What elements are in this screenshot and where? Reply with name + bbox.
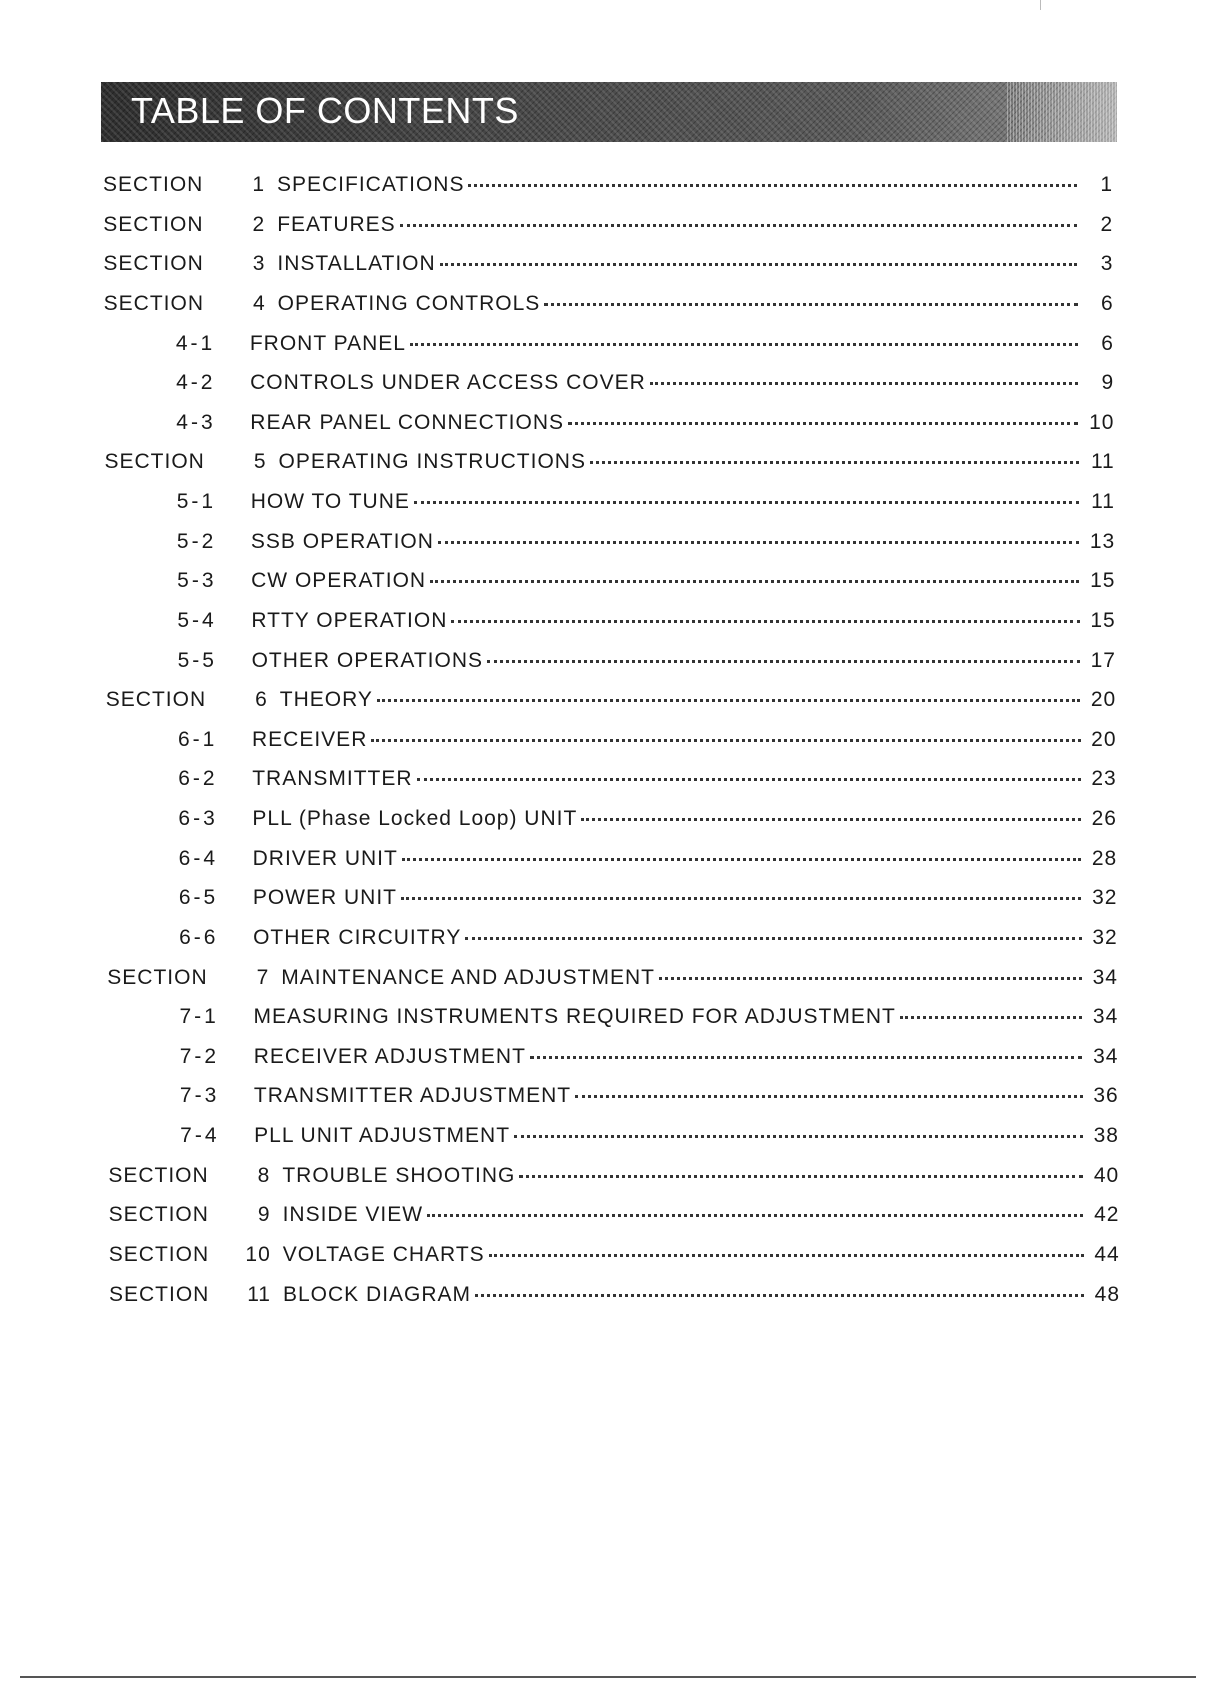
section-number: 1 <box>252 173 265 196</box>
dot-leader <box>475 1294 1084 1297</box>
entry-title: MAINTENANCE AND ADJUSTMENT <box>281 965 655 989</box>
section-label: SECTION <box>103 212 204 236</box>
subsection-number: 7-4 <box>180 1124 220 1148</box>
subsection-number: 6-1 <box>178 727 218 751</box>
entry-title: TRANSMITTER ADJUSTMENT <box>253 1084 572 1108</box>
page-number: 10 <box>1089 410 1115 434</box>
entry-title: FRONT PANEL <box>249 331 406 355</box>
section-label: SECTION <box>107 965 208 989</box>
page-number: 48 <box>1094 1282 1120 1306</box>
page-number: 36 <box>1093 1084 1119 1108</box>
toc-subsection-row <box>108 1005 1119 1033</box>
entry-title: HOW TO TUNE <box>250 490 410 514</box>
toc-subsection-row <box>106 767 1117 795</box>
page-number: 3 <box>1100 252 1114 276</box>
subsection-number: 7-3 <box>179 1084 220 1108</box>
dot-leader <box>430 580 1079 583</box>
entry-title: CONTROLS UNDER ACCESS COVER <box>250 371 646 395</box>
section-number: 10 <box>245 1242 271 1266</box>
toc-subsection-row <box>105 569 1115 597</box>
toc-section-row <box>103 252 1113 280</box>
section-label: SECTION <box>103 252 204 276</box>
toc-section-row <box>105 450 1115 478</box>
subsection-number: 7-1 <box>179 1005 219 1029</box>
section-number: 3 <box>252 252 266 276</box>
toc-subsection-row <box>107 926 1118 954</box>
entry-title: SPECIFICATIONS <box>277 173 465 196</box>
page-number: 11 <box>1090 450 1115 474</box>
section-label: SECTION <box>108 1163 209 1187</box>
page-number: 32 <box>1092 925 1118 949</box>
section-number: 7 <box>256 965 270 989</box>
page-number: 2 <box>1100 212 1114 236</box>
subsection-number: 5-1 <box>176 490 217 514</box>
toc-subsection-row <box>104 332 1114 360</box>
entry-title: FEATURES <box>277 212 396 236</box>
page-number: 44 <box>1094 1242 1120 1266</box>
dot-leader <box>401 897 1081 900</box>
dot-leader <box>377 699 1080 702</box>
dot-leader <box>519 1175 1083 1178</box>
section-number: 8 <box>257 1163 271 1187</box>
entry-title: OTHER CIRCUITRY <box>253 925 462 949</box>
subsection-number: 4-3 <box>176 410 216 434</box>
toc-section-row <box>108 1164 1119 1192</box>
section-number: 11 <box>247 1282 271 1306</box>
toc-subsection-row <box>108 1124 1119 1152</box>
dot-leader <box>590 461 1079 464</box>
subsection-number: 4-1 <box>175 331 216 355</box>
section-label: SECTION <box>103 291 204 315</box>
page-number: 13 <box>1089 529 1116 553</box>
entry-title: OTHER OPERATIONS <box>251 648 484 672</box>
entry-title: BLOCK DIAGRAM <box>283 1282 472 1306</box>
toc-subsection-row <box>104 371 1114 399</box>
dot-leader <box>414 501 1079 504</box>
toc-section-row <box>109 1243 1120 1271</box>
entry-title: TROUBLE SHOOTING <box>282 1163 516 1187</box>
page-number: 23 <box>1091 767 1117 791</box>
entry-title: INSTALLATION <box>277 252 436 276</box>
toc-section-row <box>103 173 1113 201</box>
entry-title: SSB OPERATION <box>250 529 434 553</box>
page-number: 6 <box>1101 291 1114 315</box>
dot-leader <box>544 303 1077 306</box>
toc-subsection-row <box>106 728 1117 756</box>
page-number: 34 <box>1093 1044 1119 1068</box>
page-number: 6 <box>1101 331 1114 355</box>
page-number: 40 <box>1093 1163 1120 1187</box>
entry-title: PLL UNIT ADJUSTMENT <box>254 1124 511 1148</box>
dot-leader <box>465 937 1081 940</box>
dot-leader <box>650 382 1078 385</box>
toc-section-row <box>103 213 1113 241</box>
dot-leader <box>575 1095 1083 1098</box>
entry-title: CW OPERATION <box>251 569 427 593</box>
subsection-number: 5-4 <box>177 608 217 632</box>
entry-title: THEORY <box>279 688 373 712</box>
toc-section-row <box>107 966 1118 994</box>
section-label: SECTION <box>105 688 207 712</box>
subsection-number: 6-4 <box>178 846 218 870</box>
toc-subsection-row <box>107 886 1118 914</box>
entry-title: RTTY OPERATION <box>251 608 448 632</box>
subsection-number: 5-3 <box>177 569 217 593</box>
dot-leader <box>451 620 1079 623</box>
section-label: SECTION <box>108 1242 210 1266</box>
entry-title: OPERATING CONTROLS <box>277 291 541 315</box>
page-number: 20 <box>1091 727 1117 751</box>
section-label: SECTION <box>104 450 205 474</box>
dot-leader <box>568 422 1078 425</box>
dot-leader <box>438 541 1079 544</box>
page-number: 11 <box>1091 490 1115 514</box>
toc-subsection-row <box>105 530 1115 558</box>
entry-title: POWER UNIT <box>252 886 398 910</box>
entry-title: TRANSMITTER <box>252 767 413 791</box>
toc-section-row <box>109 1203 1120 1231</box>
section-label: SECTION <box>103 173 204 196</box>
dot-leader <box>371 739 1080 742</box>
subsection-number: 6-6 <box>179 925 219 949</box>
entry-title: MEASURING INSTRUMENTS REQUIRED FOR ADJUSTMENT <box>253 1005 896 1029</box>
section-number: 4 <box>252 291 266 315</box>
subsection-number: 5-5 <box>177 648 217 672</box>
page-number: 28 <box>1091 846 1118 870</box>
bottom-rule <box>20 1676 1196 1678</box>
toc-subsection-row <box>108 1045 1119 1073</box>
toc-section-row <box>104 292 1114 320</box>
page-number: 32 <box>1092 886 1118 910</box>
entry-title: PLL (Phase Locked Loop) UNIT <box>252 807 578 831</box>
page-number: 20 <box>1090 688 1117 712</box>
page-number: 17 <box>1090 648 1116 672</box>
toc-section-row <box>109 1283 1120 1311</box>
subsection-number: 6-2 <box>178 767 218 791</box>
dot-leader <box>468 184 1077 187</box>
dot-leader <box>487 660 1080 663</box>
page-title: TABLE OF CONTENTS <box>131 90 519 131</box>
section-number: 5 <box>253 450 267 474</box>
toc-subsection-row <box>107 847 1118 875</box>
page-number: 9 <box>1101 371 1115 395</box>
toc-subsection-row <box>106 807 1117 835</box>
page-number: 26 <box>1091 807 1117 831</box>
dot-leader <box>427 1214 1083 1217</box>
section-number: 9 <box>257 1203 271 1227</box>
dot-leader <box>410 343 1078 346</box>
toc-subsection-row <box>108 1084 1119 1112</box>
entry-title: VOLTAGE CHARTS <box>282 1242 485 1266</box>
subsection-number: 6-3 <box>178 807 218 831</box>
toc-subsection-row <box>105 490 1115 518</box>
page-number: 34 <box>1092 1005 1119 1029</box>
entry-title: INSIDE VIEW <box>282 1203 424 1227</box>
section-label: SECTION <box>108 1203 209 1227</box>
dot-leader <box>440 263 1078 266</box>
entry-title: RECEIVER ADJUSTMENT <box>253 1044 526 1068</box>
dot-leader <box>417 778 1081 781</box>
toc-subsection-row <box>106 649 1116 677</box>
subsection-number: 4-2 <box>176 371 216 395</box>
section-number: 2 <box>252 212 266 236</box>
page-number: 34 <box>1092 965 1118 989</box>
dot-leader <box>530 1056 1083 1059</box>
page-number: 42 <box>1094 1203 1120 1227</box>
section-number: 6 <box>255 688 268 712</box>
dot-leader <box>400 224 1078 227</box>
toc-subsection-row <box>105 609 1115 637</box>
section-label: SECTION <box>109 1282 210 1306</box>
dot-leader <box>489 1254 1084 1257</box>
page-number: 1 <box>1100 173 1113 196</box>
subsection-number: 7-2 <box>179 1044 220 1068</box>
page-number: 38 <box>1093 1124 1119 1148</box>
dot-leader <box>659 977 1082 980</box>
subsection-number: 6-5 <box>178 886 219 910</box>
page-number: 15 <box>1090 608 1116 632</box>
entry-title: RECEIVER <box>252 727 368 751</box>
subsection-number: 5-2 <box>176 529 217 553</box>
dot-leader <box>581 818 1081 821</box>
page-number: 15 <box>1090 569 1116 593</box>
toc-subsection-row <box>104 411 1114 439</box>
dot-leader <box>514 1135 1083 1138</box>
toc-section-row <box>106 688 1116 716</box>
dot-leader <box>402 858 1081 861</box>
entry-title: DRIVER UNIT <box>252 846 398 870</box>
dot-leader <box>900 1016 1082 1019</box>
entry-title: REAR PANEL CONNECTIONS <box>250 410 564 434</box>
entry-title: OPERATING INSTRUCTIONS <box>278 450 586 474</box>
